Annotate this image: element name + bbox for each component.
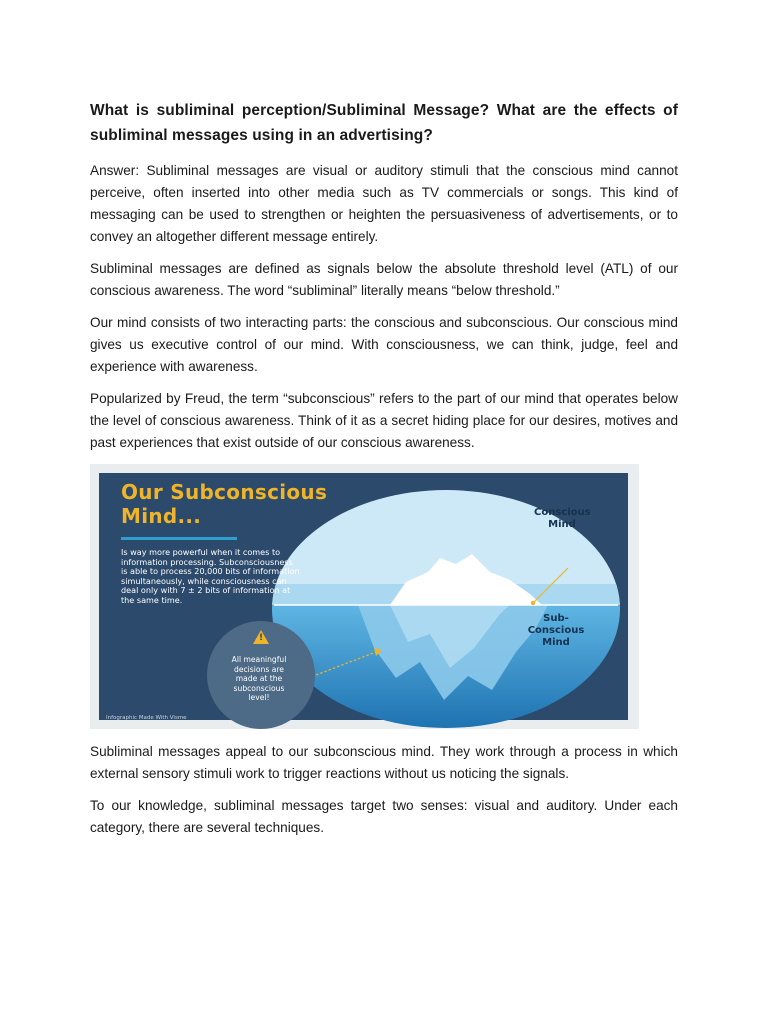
document-content xyxy=(90,98,678,849)
infographic-title xyxy=(121,480,327,528)
paragraph-definition: Subliminal messages are defined as signals below the absolute threshold level (ATL) of our conscious awareness. The word “subliminal” literally means “below threshold.” xyxy=(90,261,678,298)
infographic-title-line-1: Our Subconscious xyxy=(121,480,328,504)
question-heading: What is subliminal perception/Subliminal Message? What are the effects of subliminal messages using in an advertising? xyxy=(90,102,678,144)
paragraph-answer: Answer: Subliminal messages are visual or auditory stimuli that the conscious mind cannot perceive, often inserted into other media such as TV commercials or songs. This kind of messaging can be used to strengthen or heighten the persuasiveness of advertisements, or to convey an altogether different message entirely. xyxy=(90,163,678,244)
paragraph-mind-parts: Our mind consists of two interacting parts: the conscious and subconscious. Our conscious mind gives us executive control of our mind. With consciousness, we can think, judge, feel and experience with awareness. xyxy=(90,315,678,374)
conscious-mind-label: Conscious Mind xyxy=(534,507,591,530)
subconscious-mind-label: Sub- Conscious Mind xyxy=(527,613,585,648)
decision-circle-text: All meaningful decisions are made at the subconscious level! xyxy=(231,655,287,702)
infographic-footer: Infographic Made With Visme xyxy=(106,715,187,721)
title-underline xyxy=(121,537,237,540)
paragraph-senses: To our knowledge, subliminal messages target two senses: visual and auditory. Under each category, there are several techniques. xyxy=(90,798,678,835)
infographic-title-line-2: Mind... xyxy=(121,504,202,528)
paragraph-appeal: Subliminal messages appeal to our subconscious mind. They work through a process in which external sensory stimuli work to trigger reactions without us noticing the signals. xyxy=(90,744,678,781)
paragraph-freud: Popularized by Freud, the term “subconscious” refers to the part of our mind that operates below the level of conscious awareness. Think of it as a secret hiding place for our desires, motives and past experiences that exist outside of our conscious awareness. xyxy=(90,391,678,450)
infographic-body-text: Is way more powerful when it comes to information processing. Subconsciousness is able to process 20,000 bits of information simultaneously, while consciousness can deal only with 7 ± 2 bits of information at the same time. xyxy=(121,547,300,605)
warning-symbol: ! xyxy=(258,633,264,643)
subconscious-mind-infographic xyxy=(90,464,639,729)
